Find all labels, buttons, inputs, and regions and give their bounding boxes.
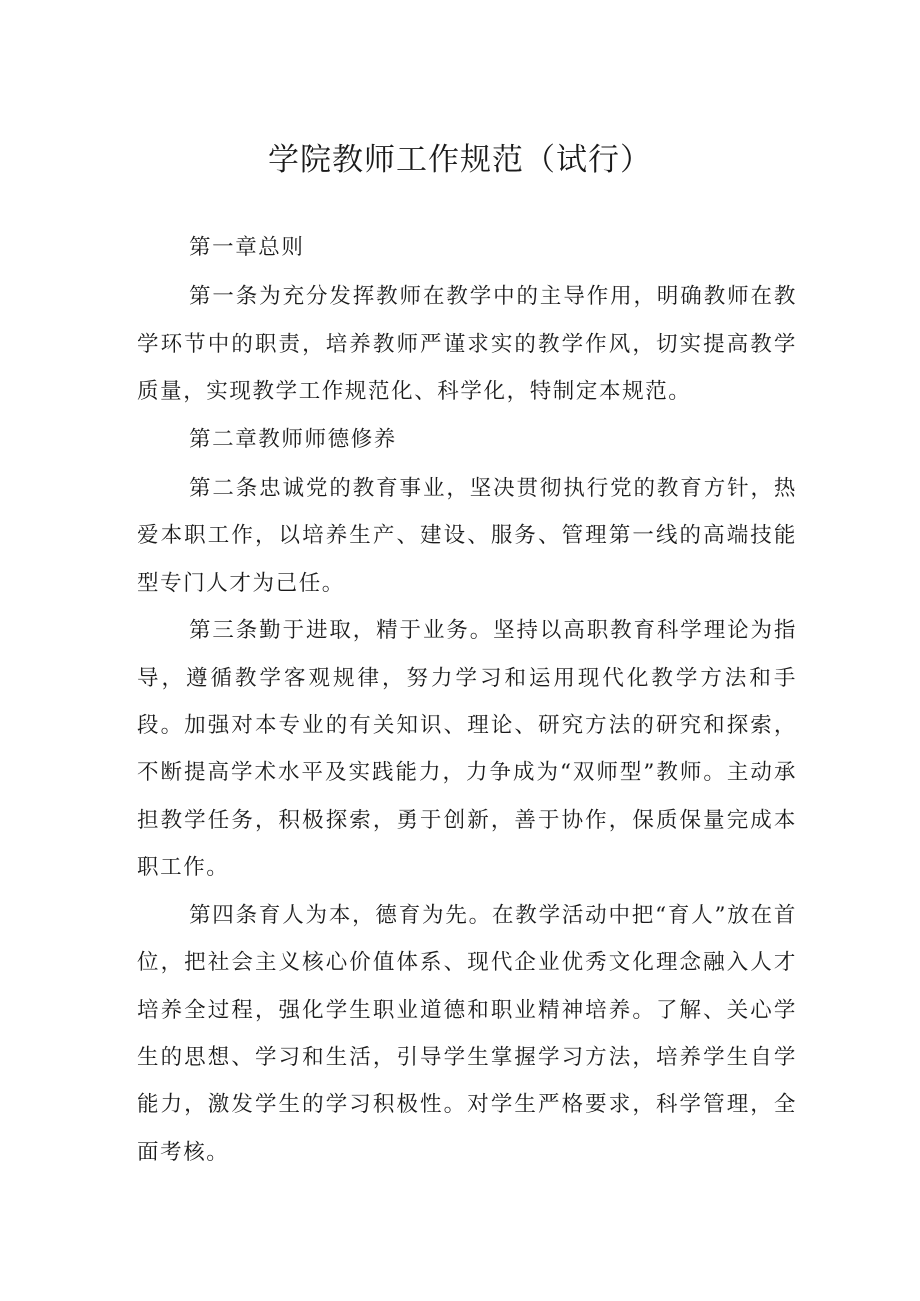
article-paragraph-2: 第二条忠诚党的教育事业，坚决贯彻执行党的教育方针，热爱本职工作，以培养生产、建设、服务、管理第一线的高端技能型专门人才为己任。 [137, 476, 797, 596]
document-title: 学院教师工作规范（试行） [268, 142, 652, 178]
article-paragraph-4: 第四条育人为本，德育为先。在教学活动中把“育人”放在首位，把社会主义核心价值体系、现代企业优秀文化理念融入人才培养全过程，强化学生职业道德和职业精神培养。了解、关心学生的思想、学习和生活，引导学生掌握学习方法，培养学生自学能力，激发学生的学习积极性。对学生严格要求，科学管理，全面考核。 [137, 902, 797, 1165]
article-paragraph-1: 第一条为充分发挥教师在教学中的主导作用，明确教师在教学环节中的职责，培养教师严谨求实的教学作风，切实提高教学质量，实现教学工作规范化、科学化，特制定本规范。 [137, 284, 797, 405]
document-body [137, 224, 797, 1176]
article-paragraph-3: 第三条勤于进取，精于业务。坚持以高职教育科学理论为指导，遵循教学客观规律，努力学习和运用现代化教学方法和手段。加强对本专业的有关知识、理论、研究方法的研究和探索，不断提高学术水平及实践能力，力争成为“双师型”教师。主动承担教学任务，积极探索，勇于创新，善于协作，保质保量完成本职工作。 [137, 618, 797, 881]
chapter-heading-1: 第一章总则 [189, 235, 305, 260]
chapter-heading-2: 第二章教师师德修养 [189, 426, 397, 452]
